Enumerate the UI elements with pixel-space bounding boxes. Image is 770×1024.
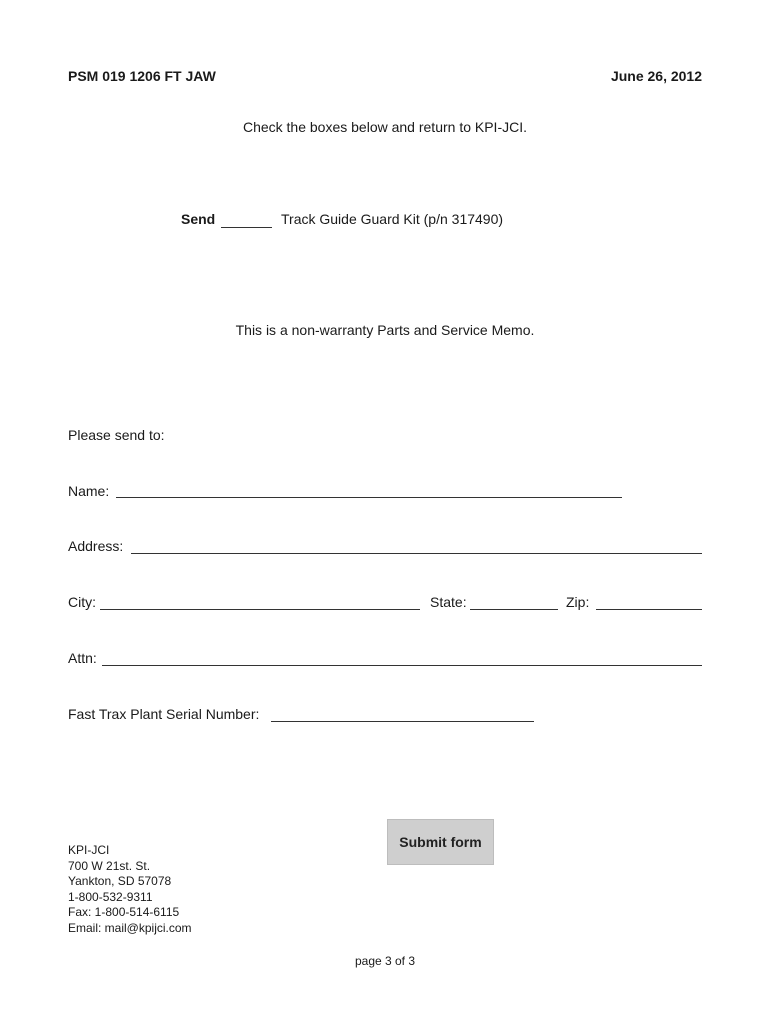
page-number: page 3 of 3 [354,954,416,968]
attn-label: Attn: [68,650,97,666]
serial-number-label: Fast Trax Plant Serial Number: [68,706,260,722]
serial-number-field[interactable] [271,721,534,722]
company-name: KPI-JCI [68,843,110,857]
name-label: Name: [68,483,110,499]
submit-form-button[interactable]: Submit form [387,819,494,865]
send-item-label: Track Guide Guard Kit (p/n 317490) [281,211,504,227]
city-field[interactable] [100,609,420,610]
address-field[interactable] [131,553,702,554]
zip-field[interactable] [596,609,702,610]
company-city-state: Yankton, SD 57078 [68,874,172,889]
zip-label: Zip: [566,594,590,610]
company-phone: 1-800-532-9311 [68,889,153,904]
memo-note: This is a non-warranty Parts and Service Memo. [235,322,535,338]
company-email: Email: mail@kpijci.com [68,920,192,935]
document-date: June 26, 2012 [610,68,702,84]
state-label: State: [430,594,467,610]
state-field[interactable] [470,609,558,610]
address-label: Address: [68,538,124,554]
city-label: City: [68,594,96,610]
send-to-heading: Please send to: [68,427,165,443]
name-field[interactable] [116,497,622,498]
document-id: PSM 019 1206 FT JAW [68,68,216,84]
company-street: 700 W 21st. St. [68,858,151,873]
send-checkbox-field[interactable] [221,211,272,228]
attn-field[interactable] [102,665,702,666]
send-label: Send [181,211,216,227]
instructions-text: Check the boxes below and return to KPI-JCI. [242,119,528,135]
company-address-block [68,843,192,937]
company-fax: Fax: 1-800-514-6115 [68,905,180,920]
